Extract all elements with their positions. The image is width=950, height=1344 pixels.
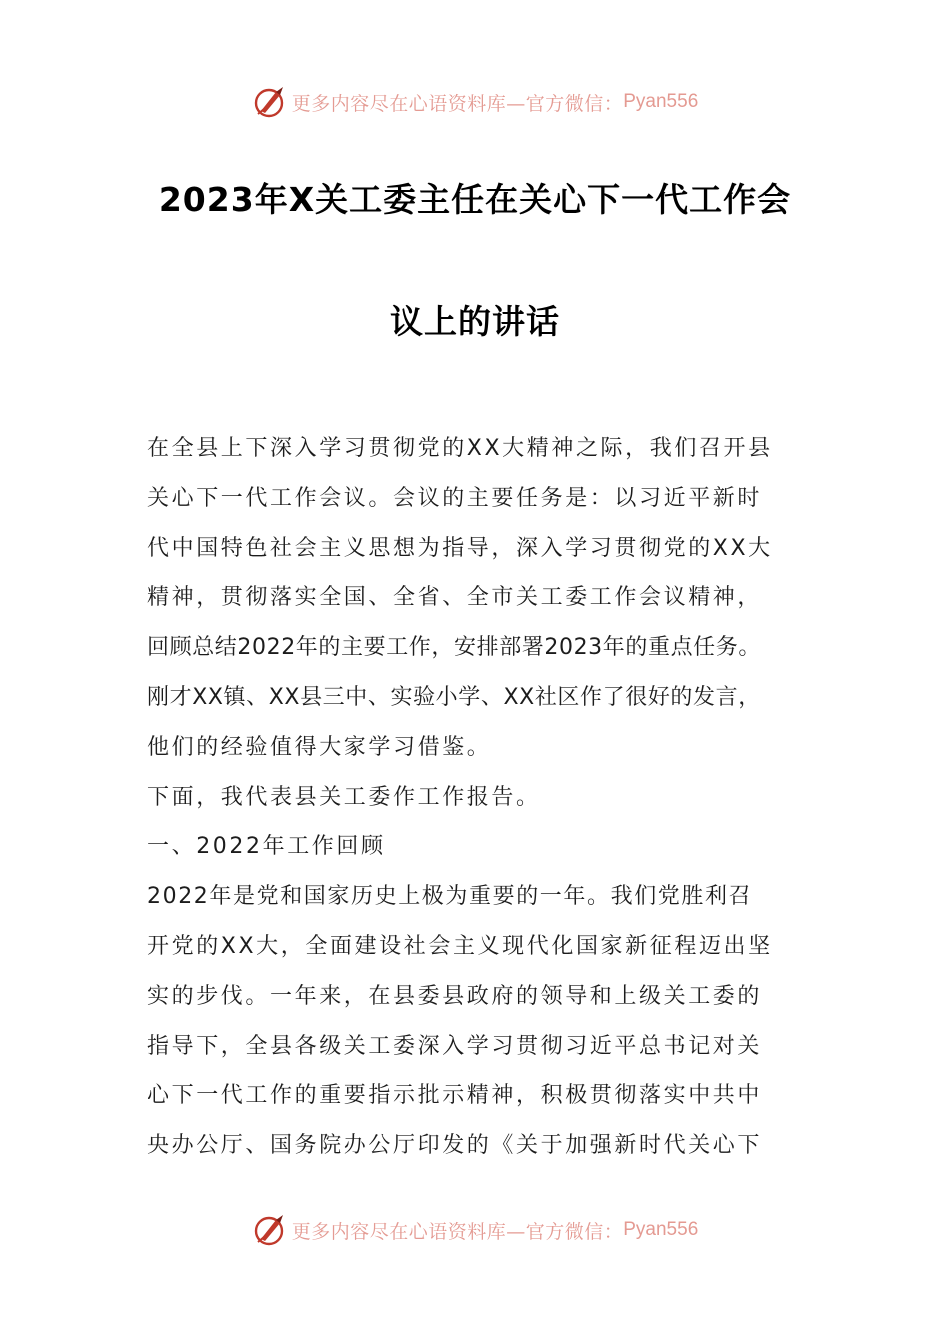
quill-logo-icon bbox=[252, 1212, 288, 1248]
document-title-line-2: 议上的讲话 bbox=[390, 302, 560, 341]
body-line: 精神，贯彻落实全国、全省、全市关工委工作会议精神， bbox=[147, 585, 763, 611]
footer-watermark bbox=[0, 1210, 950, 1250]
body-line: 指导下，全县各级关工委深入学习贯彻习近平总书记对关 bbox=[147, 1033, 763, 1059]
watermark-text: 更多内容尽在心语资料库—官方微信： bbox=[291, 1220, 624, 1243]
body-line: 心下一代工作的重要指示批示精神，积极贯彻落实中共中 bbox=[147, 1083, 763, 1109]
body-line: 2022年是党和国家历史上极为重要的一年。我们党胜利召 bbox=[147, 884, 753, 910]
body-line: 下面，我代表县关工委作工作报告。 bbox=[147, 784, 541, 810]
body-line: 在全县上下深入学习贯彻党的XX大精神之际，我们召开县 bbox=[147, 436, 773, 461]
body-line: 回顾总结2022年的主要工作，安排部署2023年的重点任务。 bbox=[147, 635, 761, 661]
body-line: 实的步伐。一年来，在县委县政府的领导和上级关工委的 bbox=[147, 983, 763, 1009]
body-line: 他们的经验值得大家学习借鉴。 bbox=[147, 734, 492, 760]
body-line: 央办公厅、国务院办公厅印发的《关于加强新时代关心下 bbox=[147, 1133, 763, 1159]
body-line: 开党的XX大，全面建设社会主义现代化国家新征程迈出坚 bbox=[147, 933, 773, 959]
body-line: 刚才XX镇、XX县三中、实验小学、XX社区作了很好的发言， bbox=[147, 684, 761, 710]
section-heading: 一、2022年工作回顾 bbox=[147, 834, 386, 860]
header-watermark bbox=[0, 82, 950, 122]
quill-logo-icon bbox=[252, 84, 288, 120]
watermark-text: 更多内容尽在心语资料库—官方微信： bbox=[291, 92, 624, 115]
document-body bbox=[147, 424, 827, 1171]
document-title-line-1: 2023年X关工委主任在关心下一代工作会 bbox=[158, 180, 792, 219]
body-line: 代中国特色社会主义思想为指导，深入学习贯彻党的XX大 bbox=[147, 535, 773, 561]
watermark-wechat-id: Pyan556 bbox=[623, 1219, 699, 1240]
watermark-wechat-id: Pyan556 bbox=[623, 91, 699, 112]
body-line: 关心下一代工作会议。会议的主要任务是：以习近平新时 bbox=[147, 485, 763, 511]
